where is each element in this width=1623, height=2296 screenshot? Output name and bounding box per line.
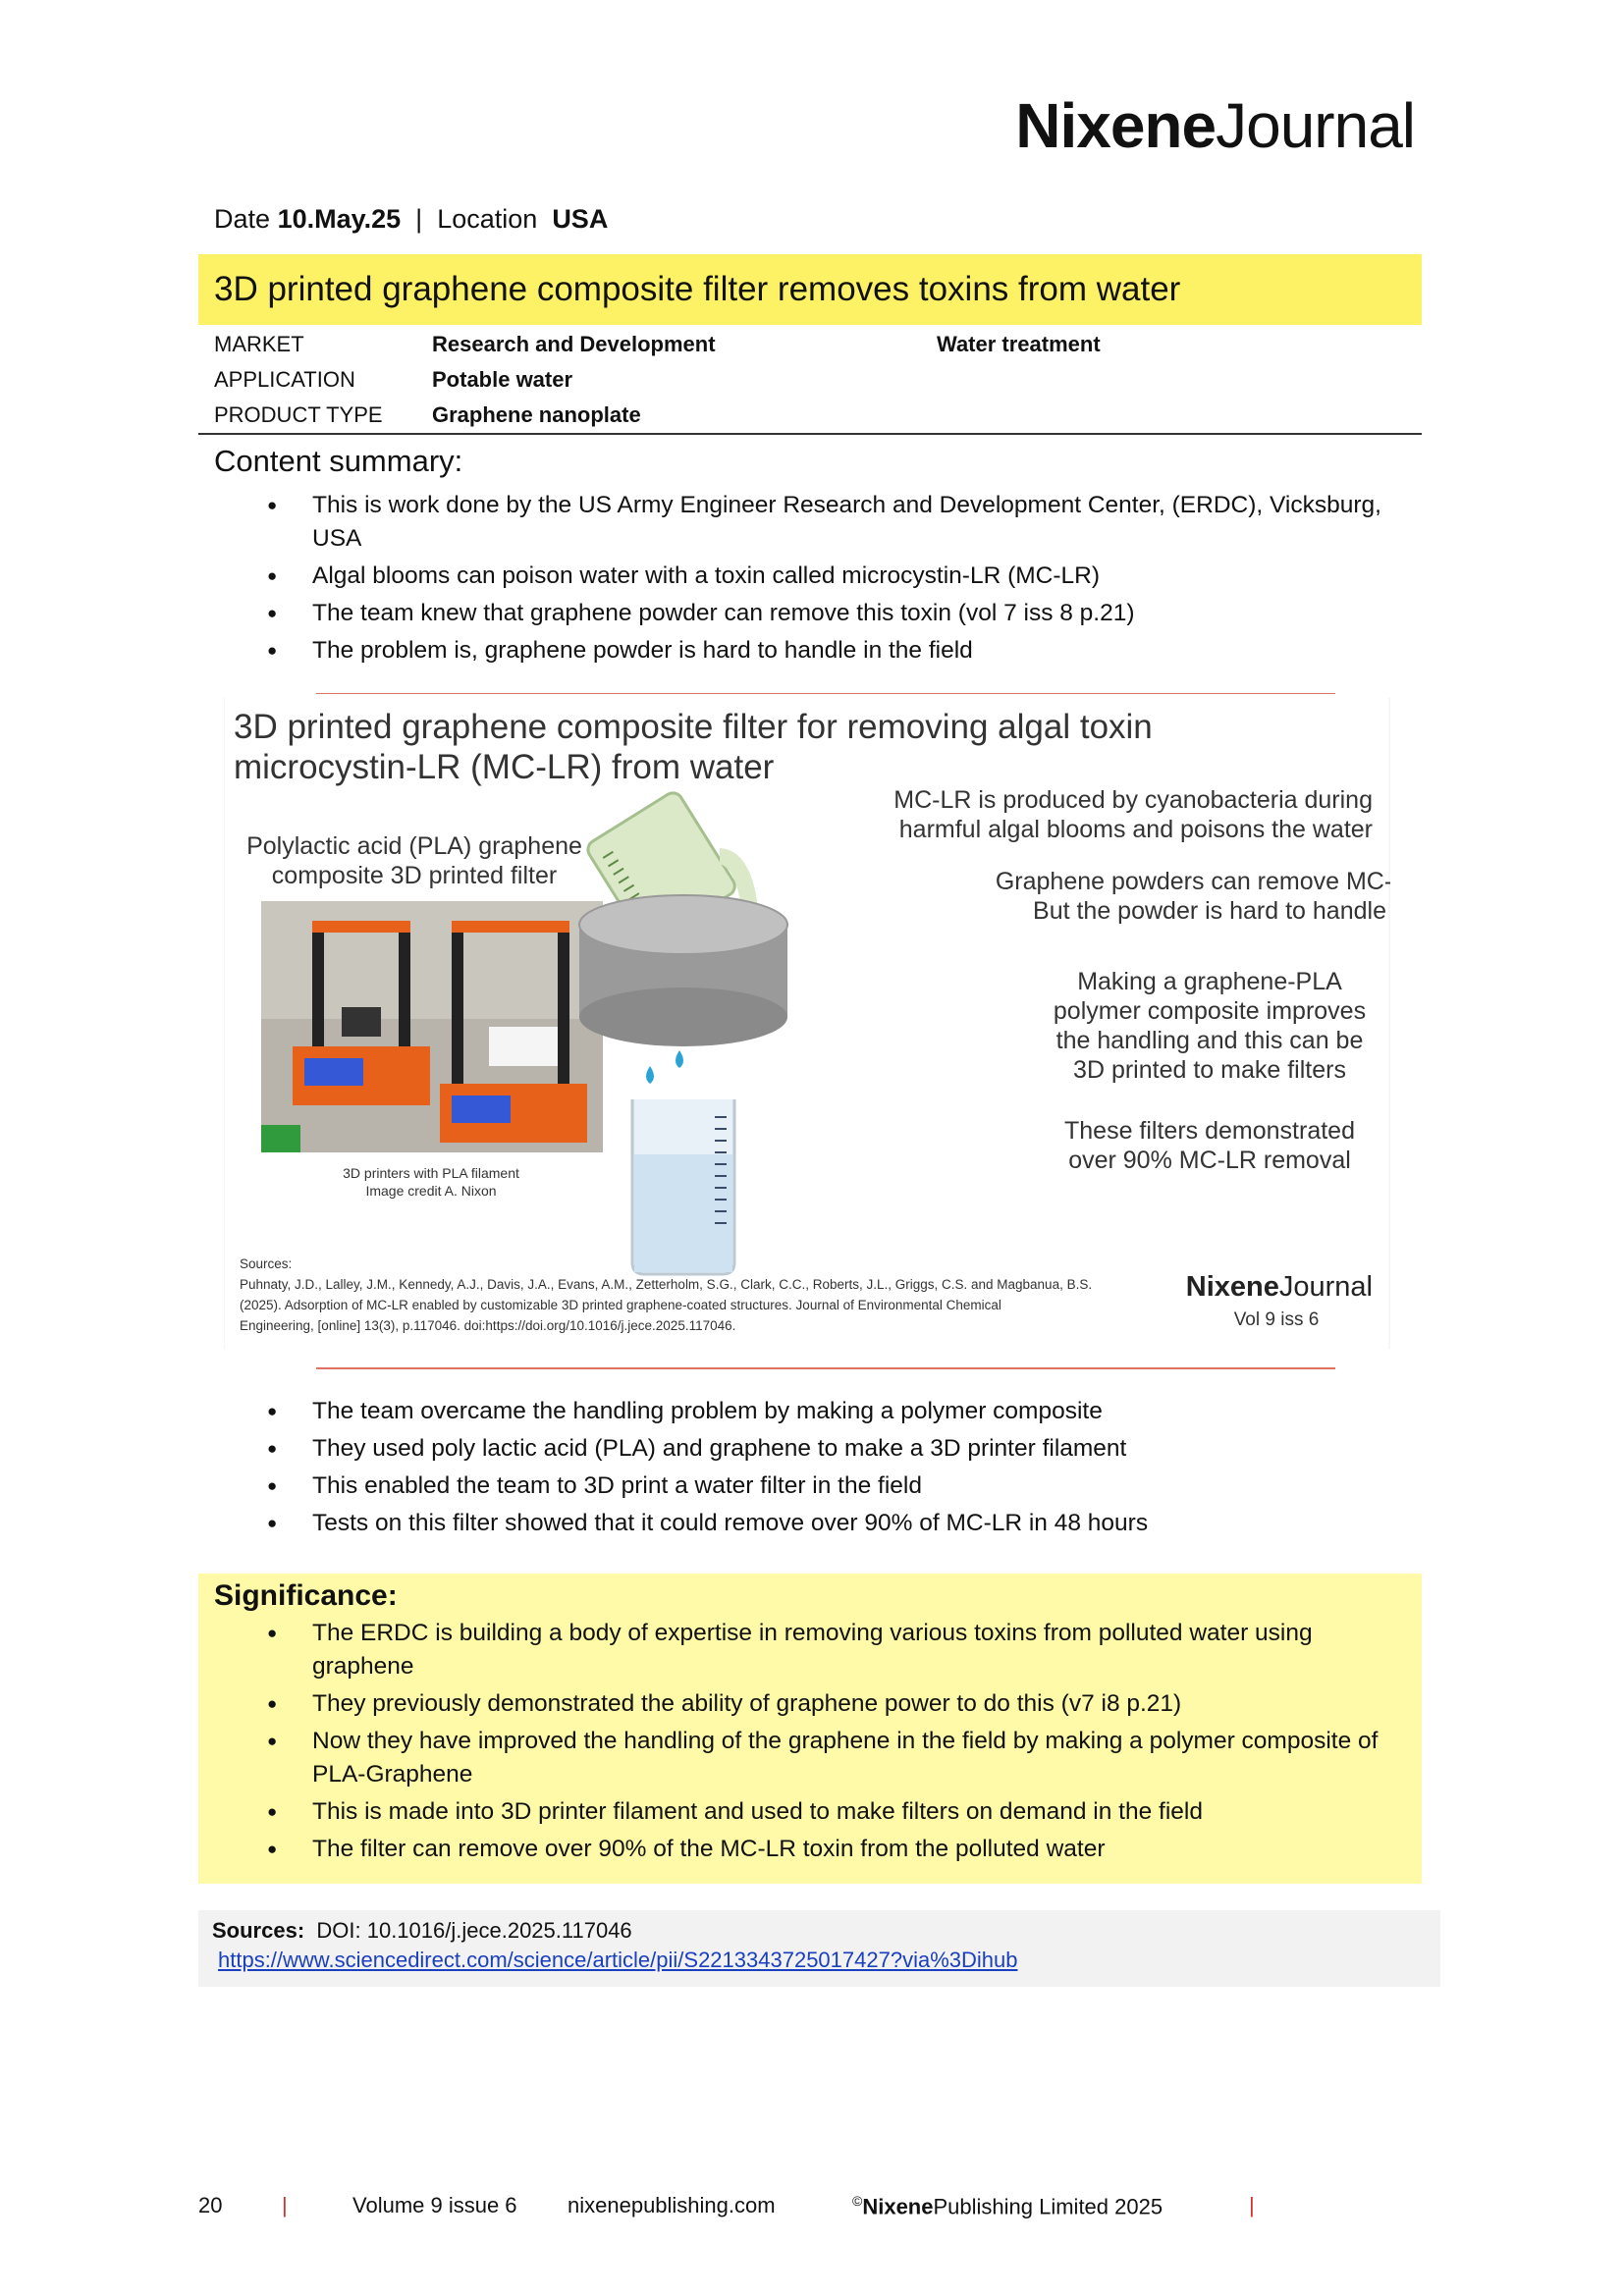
summary-continued-list <box>267 1395 1426 1540</box>
copyright-rest: Publishing Limited 2025 <box>933 2194 1163 2219</box>
figure-logo-bold: Nixene <box>1185 1271 1279 1303</box>
printer-photo <box>261 901 603 1152</box>
market-value-2: Water treatment <box>937 332 1101 356</box>
copyright-symbol: © <box>852 2193 863 2209</box>
figure-bottom-line <box>316 1367 1335 1369</box>
list-item: ● This enabled the team to 3D print a water filter in the field <box>267 1469 1426 1503</box>
journal-logo <box>1015 90 1415 161</box>
left-label-2: composite 3D printed filter <box>271 862 558 889</box>
product-label: PRODUCT TYPE <box>214 402 383 427</box>
significance-box <box>198 1574 1422 1884</box>
right-text-3b: polymer composite improves <box>1053 997 1367 1025</box>
market-value: Research and Development <box>432 332 716 356</box>
list-item: ● Algal blooms can poison water with a toxin called microcystin-LR (MC-LR) <box>267 560 1426 593</box>
list-item: ● Now they have improved the handling of the graphene in the field by making a polymer composite of PLA-Graphene <box>267 1725 1396 1791</box>
right-text-3d: 3D printed to make filters <box>1073 1056 1346 1084</box>
figure-sources-label: Sources: <box>240 1256 293 1271</box>
graphene-disc-icon <box>579 895 787 1046</box>
footer-site: nixenepublishing.com <box>568 2193 776 2217</box>
list-item: ● The team knew that graphene powder can remove this toxin (vol 7 iss 8 p.21) <box>267 597 1426 630</box>
footer-page-number: 20 <box>198 2193 223 2217</box>
figure-logo <box>1186 1271 1373 1303</box>
list-item: ● They previously demonstrated the ability of graphene power to do this (v7 i8 p.21) <box>267 1687 1396 1721</box>
figure-title-line1: 3D printed graphene composite filter for removing algal toxin <box>234 708 1153 746</box>
right-text-2a: Graphene powders can remove MC-LR <box>995 868 1390 895</box>
figure-volume: Vol 9 iss 6 <box>1233 1309 1320 1330</box>
dateline-separator: | <box>415 204 423 234</box>
right-text-1b: harmful algal blooms and poisons the water <box>898 816 1373 843</box>
content-summary-heading: Content summary: <box>214 444 463 478</box>
sources-line <box>212 1918 632 1944</box>
figure-logo-light: Journal <box>1278 1271 1373 1303</box>
sources-link[interactable]: https://www.sciencedirect.com/science/article/pii/S2213343725017427?via%3Dihub <box>218 1948 1018 1972</box>
photo-caption-2: Image credit A. Nixon <box>365 1183 497 1199</box>
list-item: ● They used poly lactic acid (PLA) and graphene to make a 3D printer filament <box>267 1432 1426 1466</box>
infographic-svg <box>224 693 1390 1349</box>
sources-doi: DOI: 10.1016/j.jece.2025.117046 <box>316 1918 632 1943</box>
list-item: ● This is made into 3D printer filament and used to make filters on demand in the field <box>267 1795 1396 1829</box>
right-text-4b: over 90% MC-LR removal <box>1068 1147 1351 1174</box>
significance-list <box>267 1617 1396 1866</box>
copyright-bold: Nixene <box>862 2194 934 2219</box>
list-item: ● The team overcame the handling problem by making a polymer composite <box>267 1395 1426 1428</box>
market-label: MARKET <box>214 332 304 356</box>
right-text-4a: These filters demonstrated <box>1064 1117 1355 1145</box>
list-item: ● The problem is, graphene powder is hard to handle in the field <box>267 634 1426 667</box>
application-value: Potable water <box>432 367 573 392</box>
photo-caption-1: 3D printers with PLA filament <box>343 1165 519 1181</box>
date-label: Date <box>214 204 271 234</box>
list-item: ● The ERDC is building a body of expertise in removing various toxins from polluted water using graphene <box>267 1617 1396 1683</box>
right-text-2b: But the powder is hard to handle <box>1033 897 1386 925</box>
application-label: APPLICATION <box>214 367 355 392</box>
list-item: ● Tests on this filter showed that it could remove over 90% of MC-LR in 48 hours <box>267 1507 1426 1540</box>
infographic-figure <box>224 693 1390 1349</box>
sources-box <box>198 1910 1440 1987</box>
sources-label: Sources: <box>212 1918 305 1943</box>
right-text-3a: Making a graphene-PLA <box>1077 968 1342 995</box>
right-text-3c: the handling and this can be <box>1055 1027 1364 1054</box>
content-summary-list <box>267 489 1426 667</box>
figure-sources-line2: (2025). Adsorption of MC-LR enabled by customizable 3D printed graphene-coated structures. Journal of Environmental Chemical <box>240 1298 1001 1312</box>
product-value: Graphene nanoplate <box>432 402 641 427</box>
logo-light: Journal <box>1216 90 1415 161</box>
footer-copyright <box>852 2193 1163 2219</box>
footer-volume: Volume 9 issue 6 <box>352 2193 517 2217</box>
meta-divider <box>198 433 1422 435</box>
list-item: ● This is work done by the US Army Engineer Research and Development Center, (ERDC), Vicksburg, USA <box>267 489 1426 556</box>
significance-heading: Significance: <box>214 1579 398 1612</box>
logo-bold: Nixene <box>1015 90 1217 161</box>
figure-title-line2: microcystin-LR (MC-LR) from water <box>234 748 775 786</box>
collecting-beaker-icon <box>632 1099 734 1274</box>
location-value: USA <box>552 204 609 234</box>
left-label-1: Polylactic acid (PLA) graphene <box>246 832 582 860</box>
date-value: 10.May.25 <box>277 204 402 234</box>
location-label: Location <box>437 204 538 234</box>
right-text-1a: MC-LR is produced by cyanobacteria during <box>893 786 1373 814</box>
footer-separator: | <box>1249 2193 1255 2217</box>
figure-sources-line3: Engineering, [online] 13(3), p.117046. doi:https://doi.org/10.1016/j.jece.2025.117046. <box>240 1318 736 1333</box>
title-bar <box>198 254 1422 325</box>
figure-sources-line1: Puhnaty, J.D., Lalley, J.M., Kennedy, A.J., Davis, J.A., Evans, A.M., Zetterholm, S.G., Clark, C.C., Roberts, J.L., Griggs, C.S. and Magbanua, B.S. <box>240 1277 1093 1292</box>
list-item: ● The filter can remove over 90% of the MC-LR toxin from the polluted water <box>267 1833 1396 1866</box>
article-title: 3D printed graphene composite filter removes toxins from water <box>214 270 1181 308</box>
footer-separator: | <box>282 2193 288 2217</box>
dateline <box>214 204 608 235</box>
